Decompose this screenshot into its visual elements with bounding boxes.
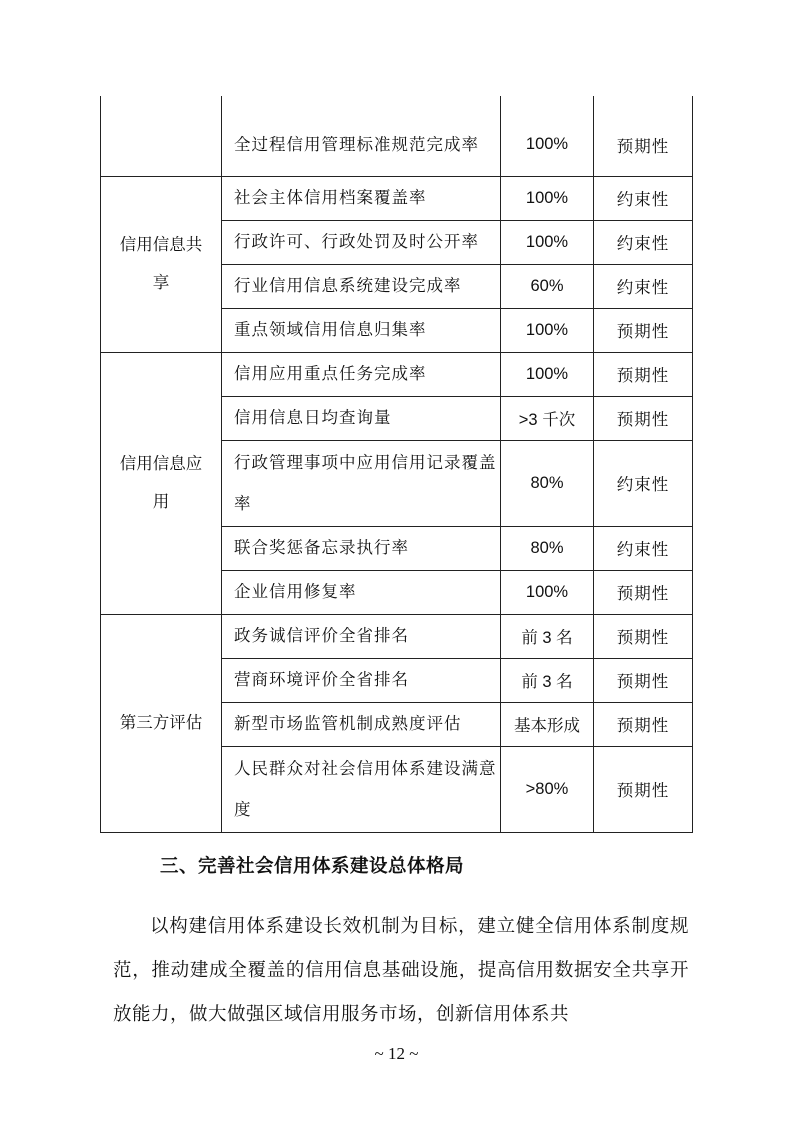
value-cell: 100% <box>501 176 594 220</box>
value-cell: 前 3 名 <box>501 658 594 702</box>
value-cell: >80% <box>501 746 594 832</box>
value-cell: 基本形成 <box>501 702 594 746</box>
value-cell: 80% <box>501 440 594 526</box>
indicator-cell: 信用信息日均查询量 <box>222 396 501 440</box>
indicator-cell: 行政管理事项中应用信用记录覆盖率 <box>222 440 501 526</box>
value-cell: 100% <box>501 308 594 352</box>
type-cell: 预期性 <box>594 702 693 746</box>
indicator-cell: 行业信用信息系统建设完成率 <box>222 264 501 308</box>
table-row <box>101 352 693 396</box>
type-cell: 预期性 <box>594 396 693 440</box>
category-cell: 第三方评估 <box>101 614 222 832</box>
type-cell: 预期性 <box>594 658 693 702</box>
type-cell: 预期性 <box>594 308 693 352</box>
category-cell: 信用信息应用 <box>101 352 222 614</box>
table-row <box>101 176 693 220</box>
value-cell: 100% <box>501 96 594 176</box>
type-cell: 约束性 <box>594 220 693 264</box>
indicator-cell: 行政许可、行政处罚及时公开率 <box>222 220 501 264</box>
type-cell: 约束性 <box>594 440 693 526</box>
indicator-cell: 重点领域信用信息归集率 <box>222 308 501 352</box>
value-cell: 100% <box>501 570 594 614</box>
value-cell: 100% <box>501 220 594 264</box>
type-cell: 预期性 <box>594 614 693 658</box>
indicator-cell: 营商环境评价全省排名 <box>222 658 501 702</box>
indicator-cell: 信用应用重点任务完成率 <box>222 352 501 396</box>
value-cell: 前 3 名 <box>501 614 594 658</box>
indicator-cell: 全过程信用管理标准规范完成率 <box>222 96 501 176</box>
section-heading: 三、完善社会信用体系建设总体格局 <box>160 856 465 877</box>
type-cell: 约束性 <box>594 526 693 570</box>
indicator-cell: 企业信用修复率 <box>222 570 501 614</box>
indicator-cell: 联合奖惩备忘录执行率 <box>222 526 501 570</box>
indicator-cell: 政务诚信评价全省排名 <box>222 614 501 658</box>
type-cell: 预期性 <box>594 96 693 176</box>
indicator-cell: 新型市场监管机制成熟度评估 <box>222 702 501 746</box>
type-cell: 预期性 <box>594 570 693 614</box>
value-cell: 80% <box>501 526 594 570</box>
type-cell: 预期性 <box>594 352 693 396</box>
indicator-cell: 社会主体信用档案覆盖率 <box>222 176 501 220</box>
value-cell: 100% <box>501 352 594 396</box>
table-row <box>101 614 693 658</box>
credit-indicator-table <box>100 96 693 833</box>
value-cell: >3 千次 <box>501 396 594 440</box>
body-paragraph: 以构建信用体系建设长效机制为目标，建立健全信用体系制度规范，推动建成全覆盖的信用信息基础设施，提高信用数据安全共享开放能力，做大做强区域信用服务市场，创新信用体系共 <box>113 916 689 1025</box>
page-number: ~ 12 ~ <box>374 1044 419 1063</box>
type-cell: 预期性 <box>594 746 693 832</box>
category-cell: 信用信息共享 <box>101 176 222 352</box>
type-cell: 约束性 <box>594 264 693 308</box>
indicator-cell: 人民群众对社会信用体系建设满意度 <box>222 746 501 832</box>
type-cell: 约束性 <box>594 176 693 220</box>
value-cell: 60% <box>501 264 594 308</box>
table-row <box>101 96 693 176</box>
category-cell <box>101 96 222 176</box>
